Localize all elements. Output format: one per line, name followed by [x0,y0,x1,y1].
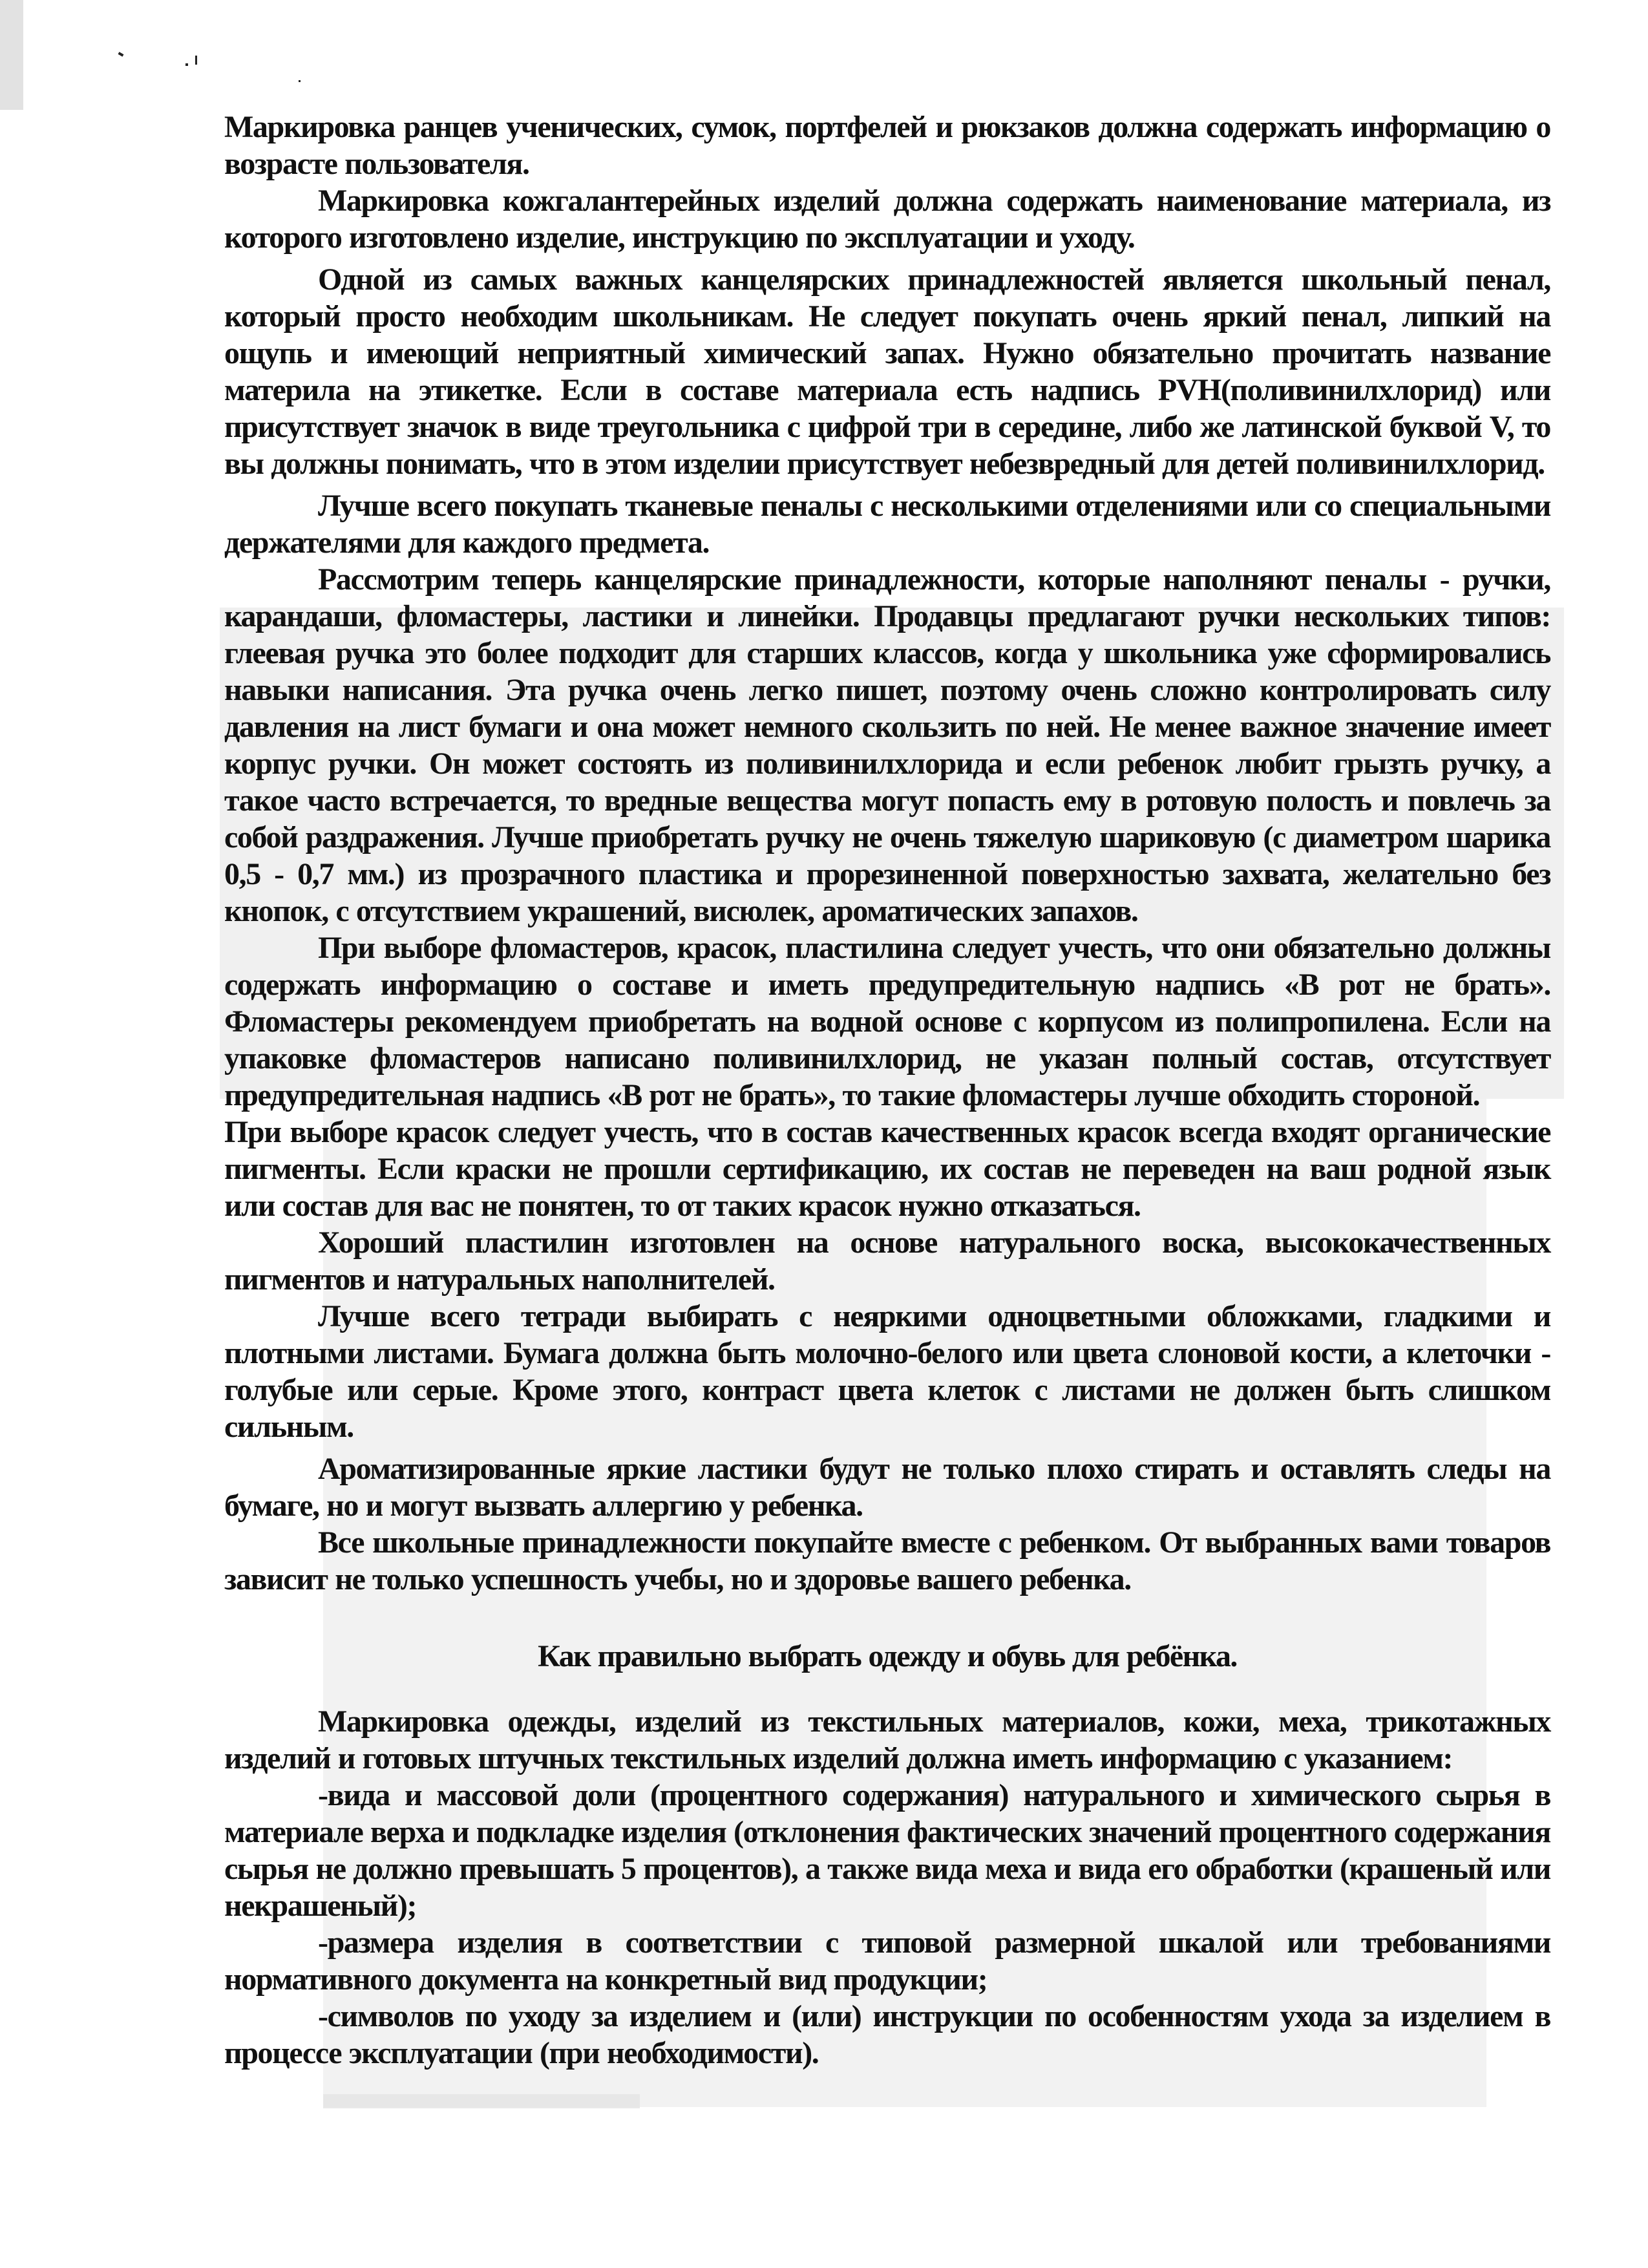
scan-speck [185,63,188,66]
paragraph: Лучше всего покупать тканевые пеналы с несколькими отделениями или со специальными держателями для каждого предмета. [224,489,1550,560]
paragraph: Маркировка ранцев ученических, сумок, портфелей и рюкзаков должна содержать информацию о возрасте пользователя. [224,110,1550,181]
school-supplies-section [224,109,1550,1598]
paragraph: Одной из самых важных канцелярских принадлежностей является школьный пенал, который просто необходим школьникам. Не следует покупать очень яркий пенал, липкий на ощупь и имеющий неприятный химический запах. Нужно обязательно прочитать название материла на этикетке. Если в составе материала есть надпись PVH(поливинилхлорид) или присутствует значок в виде треугольника с цифрой три в середине, либо же латинской буквой V, то вы должны понимать, что в этом изделии присутствует небезвредный для детей поливинилхлорид. [224,262,1550,481]
paragraph: Хороший пластилин изготовлен на основе натурального воска, высококачественных пигментов и натуральных наполнителей. [224,1225,1550,1297]
list-item: -размера изделия в соответствии с типовой размерной шкалой или требованиями нормативного документа на конкретный вид продукции; [224,1925,1550,1997]
paragraph: Маркировка одежды, изделий из текстильных материалов, кожи, меха, трикотажных изделий и готовых штучных текстильных изделий должна иметь информацию с указанием: [224,1704,1550,1775]
list-item: -вида и массовой доли (процентного содержания) натурального и химического сырья в материале верха и подкладке изделия (отклонения фактических значений процентного содержания сырья не должно превышать 5 процентов), а также вида меха и вида его обработки (крашеный или некрашеный); [224,1778,1550,1923]
paragraph: Маркировка кожгалантерейных изделий должна содержать наименование материала, из которого изготовлено изделие, инструкцию по эксплуатации и уходу. [224,184,1550,255]
paragraph: Ароматизированные яркие ластики будут не только плохо стирать и оставлять следы на бумаге, но и могут вызвать аллергию у ребенка. [224,1452,1550,1523]
paragraph: Все школьные принадлежности покупайте вместе с ребенком. От выбранных вами товаров зависит не только успешность учебы, но и здоровье вашего ребенка. [224,1525,1550,1596]
document-page [224,109,1550,2072]
paragraph: Лучше всего тетради выбирать с неяркими одноцветными обложками, гладкими и плотными листами. Бумага должна быть молочно-белого или цвета слоновой кости, а клеточки - голубые или серые. Кроме этого, контраст цвета клеток с листами не должен быть слишком сильным. [224,1299,1550,1444]
section-heading: Как правильно выбрать одежду и обувь для ребёнка. [538,1639,1237,1673]
paragraph: Рассмотрим теперь канцелярские принадлежности, которые наполняют пеналы - ручки, карандаши, фломастеры, ластики и линейки. Продавцы предлагают ручки нескольких типов: глеевая ручка это более подходит для старших классов, когда у школьника уже сформировались навыки написания. Эта ручка очень легко пишет, поэтому очень сложно контролировать силу давления на лист бумаги и она может немного скользить по ней. Не менее важное значение имеет корпус ручки. Он может состоять из поливинилхлорида и если ребенок любит грызть ручку, а такое часто встречается, то вредные вещества могут попасть ему в ротовую полость и повлечь за собой раздражения. Лучше приобретать ручку не очень тяжелую шариковую (с диаметром шарика 0,5 - 0,7 мм.) из прозрачного пластика и прорезиненной поверхностью захвата, желательно без кнопок, с отсутствием украшений, висюлек, ароматических запахов. [224,562,1550,928]
list-item: -символов по уходу за изделием и (или) инструкции по особенностям ухода за изделием в процессе эксплуатации (при необходимости). [224,1999,1550,2070]
scan-speck [195,56,197,65]
scan-speck [299,80,301,82]
watermark-band [323,2094,640,2108]
paragraph: При выборе красок следует учесть, что в состав качественных красок всегда входят органические пигменты. Если краски не прошли сертификацию, их состав не переведен на ваш родной язык или состав для вас не понятен, то от таких красок нужно отказаться. [224,1115,1550,1223]
scan-edge-shadow [0,0,23,110]
clothing-section [224,1703,1550,2072]
paragraph: При выборе фломастеров, красок, пластилина следует учесть, что они обязательно должны содержать информацию о составе и иметь предупредительную надпись «В рот не брать». Фломастеры рекомендуем приобретать на водной основе с корпусом из полипропилена. Если на упаковке фломастеров написано поливинилхлорид, не указан полный состав, отсутствует предупредительная надпись «В рот не брать», то такие фломастеры лучше обходить стороной. [224,931,1550,1112]
